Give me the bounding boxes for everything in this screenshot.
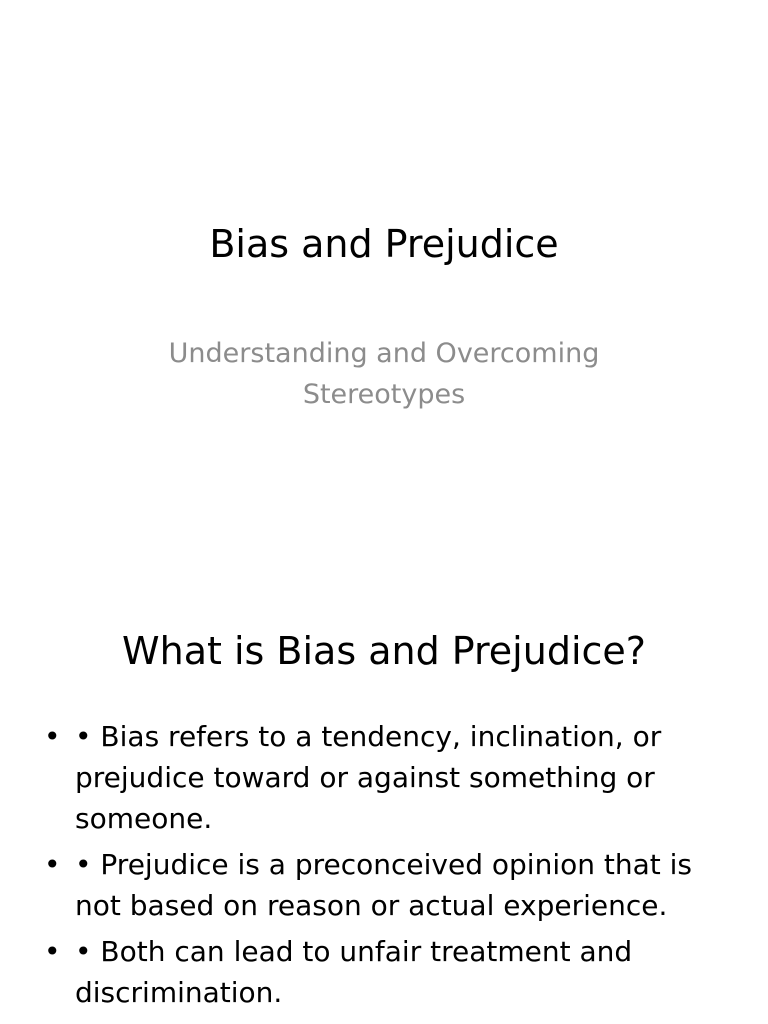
slide-title-heading: Bias and Prejudice [209, 222, 559, 266]
slide-content [0, 576, 768, 1024]
bullet-text: • Prejudice is a preconceived opinion that is not based on reason or actual experience. [75, 848, 693, 922]
list-item [0, 931, 768, 1013]
list-item [0, 716, 768, 839]
bullet-marker: • [44, 848, 61, 881]
slide-subtitle: Understanding and Overcoming Stereotypes [168, 338, 600, 410]
bullet-marker: • [44, 720, 61, 753]
bullet-text: • Both can lead to unfair treatment and discrimination. [75, 935, 633, 1009]
list-item [0, 844, 768, 926]
bullet-marker: • [44, 935, 61, 968]
slide-content-heading: What is Bias and Prejudice? [122, 629, 646, 673]
bullet-text: • Bias refers to a tendency, inclination, or prejudice toward or against something or someone. [75, 720, 662, 835]
bullet-list [0, 716, 768, 1018]
